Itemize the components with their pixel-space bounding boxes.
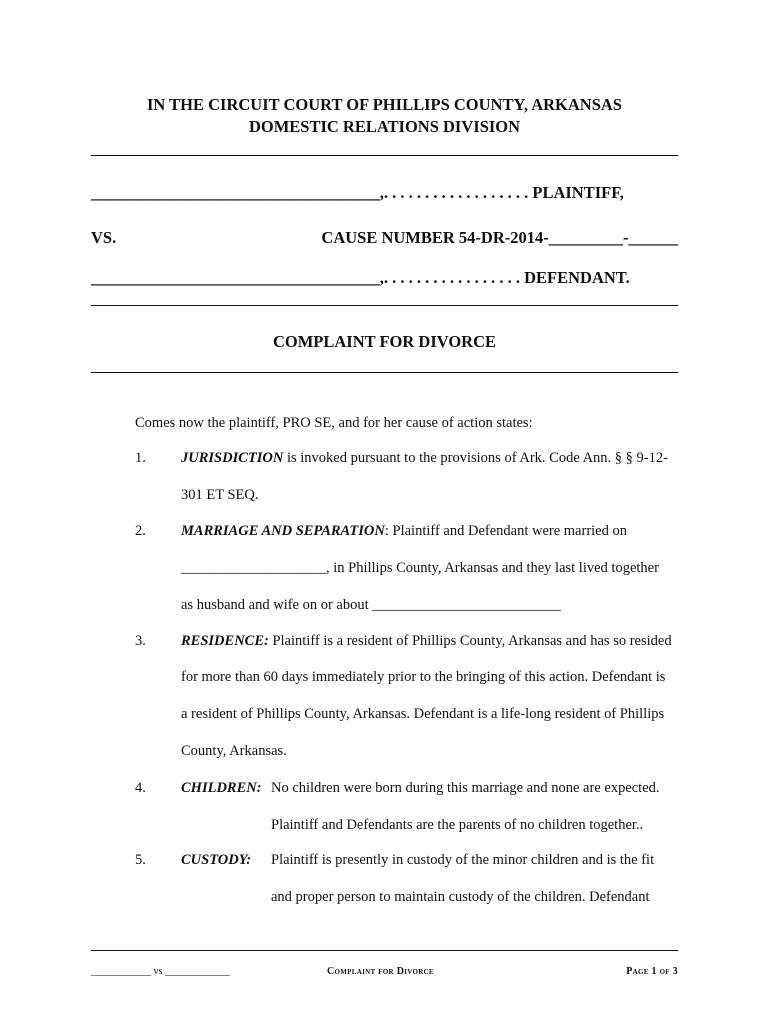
paragraph-heading: CUSTODY: — [181, 852, 252, 868]
paragraph-3-line-2: for more than 60 days immediately prior to the bringing of this action. Defendant is — [181, 669, 666, 685]
paragraph-4-line-1: No children were born during this marriage and none are expected. — [271, 780, 660, 796]
paragraph-text: Plaintiff is a resident of Phillips County, Arkansas and has so resided — [268, 633, 672, 649]
paragraph-heading: CHILDREN: — [181, 780, 262, 796]
paragraph-text: : Plaintiff and Defendant were married on — [384, 523, 627, 539]
cause-number: CAUSE NUMBER 54-DR-2014-_________-______ — [321, 228, 678, 247]
footer-parties: ____________ vs _____________ — [91, 966, 230, 977]
cause-row — [91, 228, 678, 250]
plaintiff-text: ___________________________________,. . . . . . . . . . . . . . . . . . PLAINTIFF, — [91, 183, 624, 202]
paragraph-number: 5. — [135, 852, 146, 868]
paragraph-5-line-2: and proper person to maintain custody of the children. Defendant — [271, 889, 650, 905]
paragraph-4-line-2: Plaintiff and Defendants are the parents of no children together.. — [271, 817, 644, 833]
header-rule — [91, 155, 678, 156]
caption-rule — [91, 305, 678, 306]
paragraph-2-line-2: ____________________, in Phillips County, Arkansas and they last lived together — [181, 560, 659, 576]
paragraph-heading: RESIDENCE: — [181, 633, 269, 649]
paragraph-3-line-4: County, Arkansas. — [181, 743, 287, 759]
paragraph-2-line-3: as husband and wife on or about __________________________ — [181, 597, 561, 613]
paragraph-number: 3. — [135, 633, 146, 649]
paragraph-heading: JURISDICTION — [181, 450, 284, 466]
paragraph-2-line-1 — [181, 523, 678, 540]
plaintiff-line — [91, 183, 678, 205]
court-name-line: IN THE CIRCUIT COURT OF PHILLIPS COUNTY, ARKANSAS — [147, 95, 622, 114]
vs-label: VS. — [91, 228, 117, 247]
paragraph-number: 4. — [135, 780, 146, 796]
paragraph-heading: MARRIAGE AND SEPARATION — [181, 523, 385, 539]
title-rule — [91, 372, 678, 373]
page-footer — [91, 966, 678, 980]
paragraph-text: is invoked pursuant to the provisions of Ark. Code Ann. § § 9-12- — [283, 450, 668, 466]
paragraph-3-line-1 — [181, 633, 678, 650]
defendant-text: ___________________________________,. . . . . . . . . . . . . . . . . DEFENDANT. — [91, 268, 630, 287]
paragraph-number: 1. — [135, 450, 146, 466]
defendant-line — [91, 268, 678, 290]
paragraph-number: 2. — [135, 523, 146, 539]
footer-rule — [91, 950, 678, 951]
intro-text: Comes now the plaintiff, PRO SE, and for her cause of action states: — [135, 415, 533, 431]
paragraph-1-line-2: 301 ET SEQ. — [181, 487, 259, 503]
paragraph-1-line-1 — [181, 450, 678, 467]
paragraph-3-line-3: a resident of Phillips County, Arkansas. Defendant is a life-long resident of Phillips — [181, 706, 665, 722]
footer-title: Complaint for Divorce — [327, 966, 434, 977]
paragraph-5-line-1: Plaintiff is presently in custody of the minor children and is the fit — [271, 852, 655, 868]
document-title: COMPLAINT FOR DIVORCE — [272, 332, 497, 351]
court-division-line: DOMESTIC RELATIONS DIVISION — [248, 117, 521, 136]
footer-page-number: Page 1 of 3 — [626, 966, 678, 977]
